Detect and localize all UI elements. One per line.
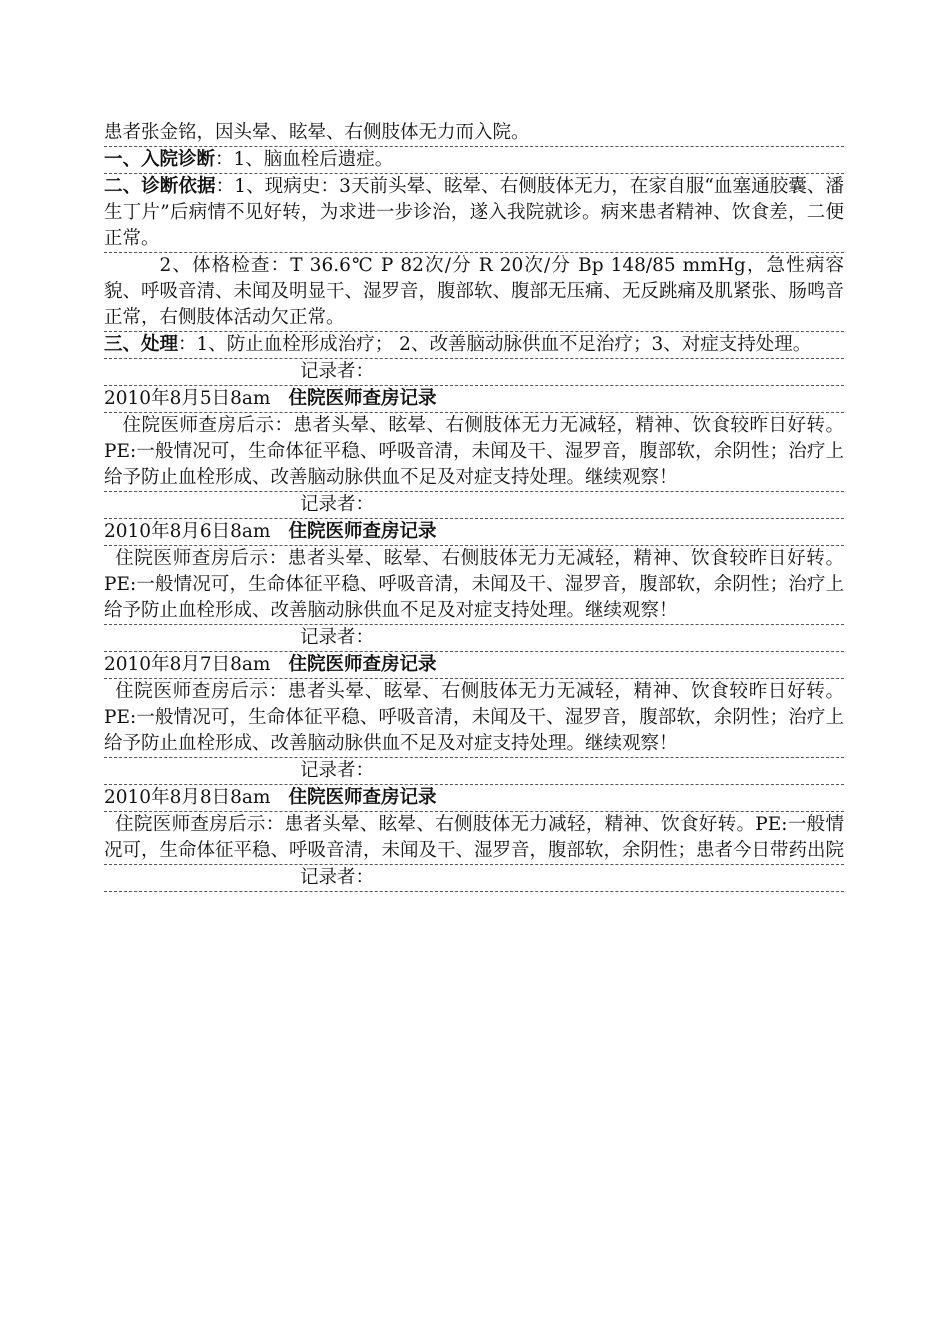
exam-paragraph: 2、体格检查：T 36.6℃ P 82次/分 R 20次/分 Bp 148/85 mmHg，急性病容貌、呼吸音清、未闻及明显干、湿罗音，腹部软、腹部无压痛、无反跳痛及肌紧张、肠鸣音正常，右侧肢体活动欠正常。	[104, 253, 844, 332]
round-body: 住院医师查房后示：患者头晕、眩晕、右侧肢体无力无减轻，精神、饮食较昨日好转。PE:一般情况可，生命体征平稳、呼吸音清，未闻及干、湿罗音，腹部软，余阴性；治疗上给予防止血栓形成、改善脑动脉供血不足及对症支持处理。继续观察！	[104, 679, 844, 758]
recorder-line: 记录者：	[104, 865, 844, 892]
basis-label: 二、诊断依据	[104, 176, 216, 197]
round-title: 住院医师查房记录	[288, 521, 437, 542]
basis-text: ：1、现病史：3天前头晕、眩晕、右侧肢体无力，在家自服“血塞通胶囊、潘生丁片”后病情不见好转，为求进一步诊治，遂入我院就诊。病来患者精神、饮食差，二便正常。	[104, 176, 844, 249]
round-title: 住院医师查房记录	[288, 388, 437, 409]
treatment-label: 三、处理	[104, 334, 179, 355]
round-record	[104, 519, 844, 652]
round-date: 2010年8月7日8am	[104, 654, 271, 675]
diagnosis-line	[104, 147, 844, 174]
round-record	[104, 386, 844, 519]
round-date: 2010年8月8日8am	[104, 787, 271, 808]
diagnosis-label: 一、入院诊断	[104, 149, 216, 170]
intro-line: 患者张金铭，因头晕、眩晕、右侧肢体无力而入院。	[104, 120, 844, 147]
intro-section	[104, 120, 844, 386]
treatment-paragraph	[104, 332, 844, 359]
recorder-line: 记录者：	[104, 492, 844, 519]
round-body: 住院医师查房后示：患者头晕、眩晕、右侧肢体无力无减轻，精神、饮食较昨日好转。PE:一般情况可，生命体征平稳、呼吸音清，未闻及干、湿罗音，腹部软，余阴性；治疗上给予防止血栓形成、改善脑动脉供血不足及对症支持处理。继续观察！	[104, 413, 844, 492]
round-date: 2010年8月6日8am	[104, 521, 271, 542]
round-date: 2010年8月5日8am	[104, 388, 271, 409]
round-record	[104, 652, 844, 785]
round-header	[104, 785, 844, 812]
round-header	[104, 519, 844, 546]
round-body: 住院医师查房后示：患者头晕、眩晕、右侧肢体无力减轻，精神、饮食好转。PE:一般情况可，生命体征平稳、呼吸音清，未闻及干、湿罗音，腹部软，余阴性；患者今日带药出院	[104, 812, 844, 865]
basis-paragraph	[104, 174, 844, 253]
medical-record-page	[104, 0, 844, 892]
recorder-line: 记录者：	[104, 625, 844, 652]
round-title: 住院医师查房记录	[288, 787, 437, 808]
round-body: 住院医师查房后示：患者头晕、眩晕、右侧肢体无力无减轻，精神、饮食较昨日好转。PE:一般情况可，生命体征平稳、呼吸音清，未闻及干、湿罗音，腹部软，余阴性；治疗上给予防止血栓形成、改善脑动脉供血不足及对症支持处理。继续观察！	[104, 546, 844, 625]
treatment-text: ：1、防止血栓形成治疗； 2、改善脑动脉供血不足治疗；3、对症支持处理。	[178, 334, 812, 355]
round-title: 住院医师查房记录	[288, 654, 437, 675]
round-header	[104, 386, 844, 413]
recorder-line: 记录者：	[104, 758, 844, 785]
round-header	[104, 652, 844, 679]
diagnosis-text: ：1、脑血栓后遗症。	[215, 149, 394, 170]
recorder-line: 记录者：	[104, 359, 844, 386]
round-record	[104, 785, 844, 892]
